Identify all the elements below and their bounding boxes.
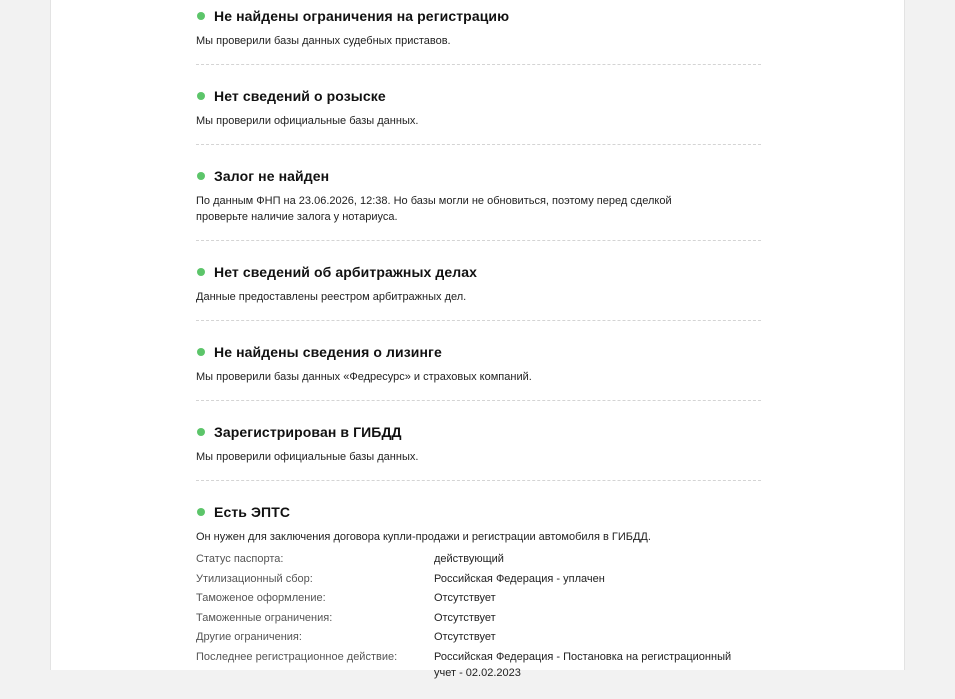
check-gibdd-registration [196,416,761,481]
check-title: Залог не найден [214,168,330,184]
check-description: Мы проверили официальные базы данных. [196,115,419,127]
report-page [50,0,905,679]
detail-label: Таможеное оформление: [196,592,326,604]
detail-label: Утилизационный сбор: [196,572,313,585]
status-ok-dot-icon [197,172,205,180]
status-ok-dot-icon [197,348,205,356]
status-ok-dot-icon [197,428,205,436]
detail-label: Последнее регистрационное действие: [196,650,398,663]
check-wanted [196,80,761,145]
check-title: Нет сведений об арбитражных делах [214,264,478,280]
check-description: Данные предоставлены реестром арбитражных дел. [196,291,467,303]
check-description: Мы проверили базы данных «Федресурс» и страховых компаний. [196,371,532,383]
detail-label: Таможенные ограничения: [196,611,333,624]
check-description: Он нужен для заключения договора купли-продажи и регистрации автомобиля в ГИБДД. [196,531,651,543]
status-ok-dot-icon [197,268,205,276]
check-epts [196,496,761,699]
checks-list [196,0,761,699]
status-ok-dot-icon [197,12,205,20]
detail-row [196,629,761,645]
detail-row [196,571,761,587]
check-title: Есть ЭПТС [214,504,291,520]
status-ok-dot-icon [197,508,205,516]
detail-label: Статус паспорта: [196,553,284,565]
check-title: Не найдены сведения о лизинге [214,344,442,360]
check-arbitration [196,256,761,321]
detail-value [434,649,761,681]
check-description-line: проверьте наличие залога у нотариуса. [196,211,398,223]
check-title: Нет сведений о розыске [214,88,386,104]
detail-row [196,590,761,606]
epts-details-table [196,551,761,681]
detail-row [196,610,761,626]
status-ok-dot-icon [197,92,205,100]
detail-value: Отсутствует [434,631,496,643]
detail-value: Отсутствует [434,592,496,604]
check-description-line: По данным ФНП на 23.06.2026, 12:38. Но базы могли не обновиться, поэтому перед сделкой [196,195,672,207]
detail-row [196,649,761,681]
check-leasing [196,336,761,401]
check-title: Не найдены ограничения на регистрацию [214,8,510,24]
check-description: Мы проверили официальные базы данных. [196,451,419,463]
detail-value: Отсутствует [434,611,496,624]
check-pledge [196,160,761,241]
check-title: Зарегистрирован в ГИБДД [214,424,402,440]
detail-value: действующий [434,553,504,565]
detail-value-line: учет - 02.02.2023 [434,666,521,679]
detail-value-line: Российская Федерация - Постановка на регистрационный [434,650,732,663]
detail-label: Другие ограничения: [196,631,302,643]
check-description [196,193,761,225]
check-registration-restrictions [196,0,761,65]
detail-value: Российская Федерация - уплачен [434,572,605,585]
check-description: Мы проверили базы данных судебных приставов. [196,35,451,47]
detail-row [196,551,761,567]
